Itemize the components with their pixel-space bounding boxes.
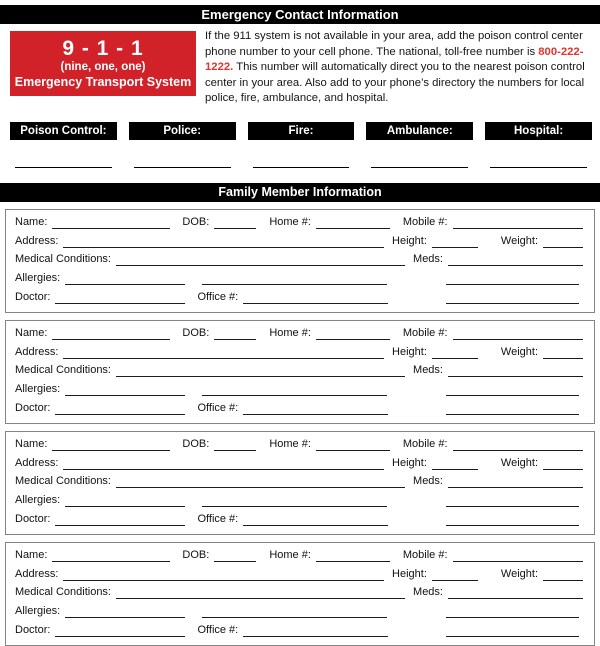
911-number: 9 - 1 - 1 — [62, 37, 144, 60]
meds-blank-line — [448, 476, 583, 488]
office-phone-label: Office #: — [197, 512, 239, 525]
meds-label: Meds: — [413, 586, 443, 599]
address-label: Address: — [15, 567, 59, 580]
home-phone-label: Home #: — [269, 215, 311, 228]
member-row-1 — [15, 438, 585, 451]
height-blank-line — [432, 569, 478, 581]
meds-label: Meds: — [413, 475, 443, 488]
member-row-5 — [15, 402, 585, 415]
height-blank-line — [432, 458, 478, 470]
home-phone-blank-line — [316, 439, 390, 451]
medical-conditions-label: Medical Conditions: — [15, 364, 111, 377]
allergies-extra-blank-line — [202, 273, 387, 285]
address-blank-line — [63, 458, 384, 470]
member-row-5 — [15, 624, 585, 637]
contacts-row — [10, 122, 592, 140]
name-label: Name: — [15, 215, 48, 228]
meds-extra-blank-line-1 — [446, 495, 579, 507]
member-row-4 — [15, 272, 585, 285]
weight-label: Weight: — [500, 456, 538, 469]
allergies-label: Allergies: — [15, 272, 61, 285]
home-phone-label: Home #: — [269, 326, 311, 339]
allergies-extra-blank-line — [202, 384, 387, 396]
intro-section — [10, 31, 597, 107]
dob-blank-line — [214, 550, 256, 562]
member-row-3 — [15, 364, 585, 377]
allergies-label: Allergies: — [15, 383, 61, 396]
home-phone-label: Home #: — [269, 437, 311, 450]
allergies-blank-line — [65, 273, 185, 285]
medical-conditions-blank-line — [116, 587, 405, 599]
mobile-phone-label: Mobile #: — [402, 215, 448, 228]
doctor-label: Doctor: — [15, 623, 51, 636]
meds-extra-blank-line-2 — [446, 514, 579, 526]
weight-label: Weight: — [500, 567, 538, 580]
contact-blank-line — [129, 140, 236, 168]
mobile-phone-blank-line — [453, 328, 583, 340]
allergies-blank-line — [65, 495, 185, 507]
name-blank-line — [52, 439, 170, 451]
home-phone-blank-line — [316, 550, 390, 562]
weight-blank-line — [543, 458, 583, 470]
contact-label-bar: Hospital: — [485, 122, 592, 140]
intro-text-before: If the 911 system is not available in your area, add the poison control center phone number to your cell phone. The national, toll-free number is — [205, 30, 583, 58]
member-row-1 — [15, 327, 585, 340]
height-label: Height: — [392, 234, 427, 247]
dob-blank-line — [214, 217, 256, 229]
allergies-label: Allergies: — [15, 605, 61, 618]
meds-extra-blank-line-2 — [446, 625, 579, 637]
allergies-extra-blank-line — [202, 495, 387, 507]
page-title: Emergency Contact Information — [0, 5, 600, 24]
contact-label-bar: Poison Control: — [10, 122, 117, 140]
name-blank-line — [52, 550, 170, 562]
doctor-blank-line — [55, 625, 185, 637]
911-system-label: Emergency Transport System — [14, 75, 192, 89]
member-box — [5, 542, 595, 646]
mobile-phone-blank-line — [453, 550, 583, 562]
medical-conditions-blank-line — [116, 365, 405, 377]
address-blank-line — [63, 569, 384, 581]
contact-blank-line — [485, 140, 592, 168]
member-row-2 — [15, 568, 585, 581]
mobile-phone-blank-line — [453, 439, 583, 451]
contact-label-bar: Police: — [129, 122, 236, 140]
address-blank-line — [63, 347, 384, 359]
doctor-blank-line — [55, 292, 185, 304]
medical-conditions-blank-line — [116, 254, 405, 266]
intro-paragraph — [205, 29, 597, 107]
dob-label: DOB: — [182, 548, 210, 561]
dob-label: DOB: — [182, 437, 210, 450]
meds-extra-blank-line-1 — [446, 606, 579, 618]
911-box — [10, 31, 196, 96]
allergies-label: Allergies: — [15, 494, 61, 507]
medical-conditions-label: Medical Conditions: — [15, 586, 111, 599]
medical-conditions-blank-line — [116, 476, 405, 488]
member-row-4 — [15, 605, 585, 618]
member-row-3 — [15, 586, 585, 599]
doctor-label: Doctor: — [15, 290, 51, 303]
name-blank-line — [52, 328, 170, 340]
intro-text-after: This number will automatically direct you to the nearest poison control center in your area. Also add to your phone’s directory the numbers for local police, fire, ambulance, and hospital. — [205, 61, 585, 105]
height-label: Height: — [392, 345, 427, 358]
member-boxes — [5, 209, 595, 646]
member-row-3 — [15, 475, 585, 488]
member-row-5 — [15, 513, 585, 526]
contact-blank-line — [248, 140, 355, 168]
address-label: Address: — [15, 456, 59, 469]
member-row-2 — [15, 235, 585, 248]
contact-blank-line — [10, 140, 117, 168]
meds-extra-blank-line-1 — [446, 273, 579, 285]
dob-blank-line — [214, 439, 256, 451]
member-row-4 — [15, 383, 585, 396]
meds-extra-blank-line-2 — [446, 292, 579, 304]
meds-label: Meds: — [413, 364, 443, 377]
dob-label: DOB: — [182, 326, 210, 339]
address-label: Address: — [15, 234, 59, 247]
meds-extra-blank-line-1 — [446, 384, 579, 396]
allergies-extra-blank-line — [202, 606, 387, 618]
allergies-blank-line — [65, 606, 185, 618]
home-phone-label: Home #: — [269, 548, 311, 561]
mobile-phone-blank-line — [453, 217, 583, 229]
family-section-title: Family Member Information — [0, 183, 600, 202]
contact-label-bar: Ambulance: — [366, 122, 473, 140]
member-row-3 — [15, 253, 585, 266]
name-blank-line — [52, 217, 170, 229]
office-phone-blank-line — [243, 514, 388, 526]
member-row-2 — [15, 346, 585, 359]
weight-blank-line — [543, 347, 583, 359]
office-phone-label: Office #: — [197, 401, 239, 414]
height-label: Height: — [392, 456, 427, 469]
height-blank-line — [432, 236, 478, 248]
office-phone-label: Office #: — [197, 623, 239, 636]
weight-label: Weight: — [500, 234, 538, 247]
member-row-2 — [15, 457, 585, 470]
emergency-form-page — [0, 5, 600, 636]
doctor-label: Doctor: — [15, 512, 51, 525]
home-phone-blank-line — [316, 328, 390, 340]
meds-blank-line — [448, 254, 583, 266]
medical-conditions-label: Medical Conditions: — [15, 253, 111, 266]
911-pronunciation: (nine, one, one) — [60, 61, 146, 73]
mobile-phone-label: Mobile #: — [402, 326, 448, 339]
height-label: Height: — [392, 567, 427, 580]
mobile-phone-label: Mobile #: — [402, 548, 448, 561]
member-row-1 — [15, 216, 585, 229]
name-label: Name: — [15, 548, 48, 561]
weight-blank-line — [543, 236, 583, 248]
meds-blank-line — [448, 365, 583, 377]
contact-blank-line — [366, 140, 473, 168]
meds-extra-blank-line-2 — [446, 403, 579, 415]
weight-blank-line — [543, 569, 583, 581]
office-phone-blank-line — [243, 292, 388, 304]
member-box — [5, 209, 595, 313]
member-row-1 — [15, 549, 585, 562]
member-row-5 — [15, 291, 585, 304]
mobile-phone-label: Mobile #: — [402, 437, 448, 450]
office-phone-blank-line — [243, 625, 388, 637]
doctor-label: Doctor: — [15, 401, 51, 414]
address-blank-line — [63, 236, 384, 248]
office-phone-blank-line — [243, 403, 388, 415]
member-box — [5, 320, 595, 424]
height-blank-line — [432, 347, 478, 359]
meds-label: Meds: — [413, 253, 443, 266]
member-box — [5, 431, 595, 535]
weight-label: Weight: — [500, 345, 538, 358]
contact-label-bar: Fire: — [248, 122, 355, 140]
name-label: Name: — [15, 437, 48, 450]
dob-blank-line — [214, 328, 256, 340]
allergies-blank-line — [65, 384, 185, 396]
meds-blank-line — [448, 587, 583, 599]
home-phone-blank-line — [316, 217, 390, 229]
medical-conditions-label: Medical Conditions: — [15, 475, 111, 488]
member-row-4 — [15, 494, 585, 507]
poison-control-phone-number: 800-222-1222. — [205, 45, 584, 74]
office-phone-label: Office #: — [197, 290, 239, 303]
doctor-blank-line — [55, 514, 185, 526]
address-label: Address: — [15, 345, 59, 358]
doctor-blank-line — [55, 403, 185, 415]
name-label: Name: — [15, 326, 48, 339]
contact-lines-row — [10, 140, 592, 168]
dob-label: DOB: — [182, 215, 210, 228]
